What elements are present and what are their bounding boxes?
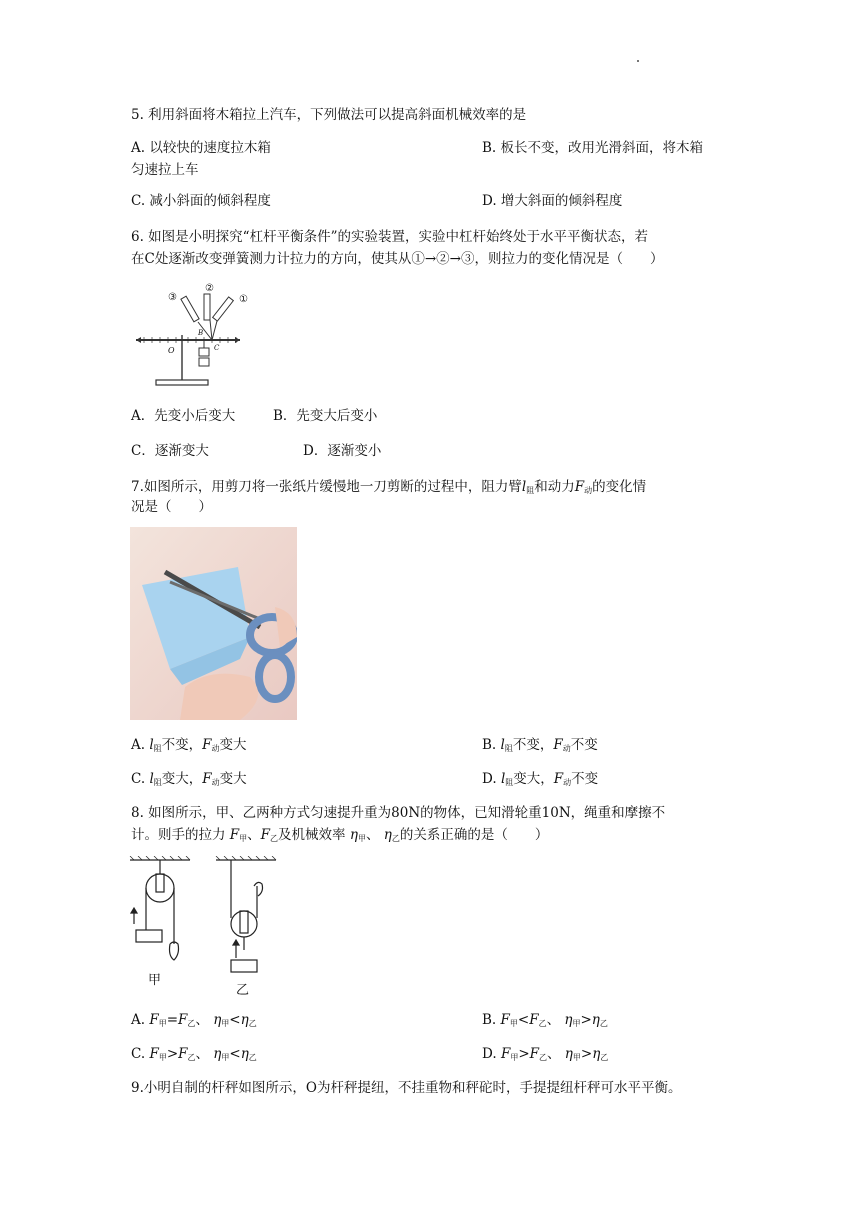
- q8-option-d: D. $F_甲>F_乙$、 $\eta_甲>\eta_乙$: [482, 1046, 609, 1062]
- q6-option-b: B．先变大后变小: [273, 408, 378, 424]
- fig-label-yi: 乙: [236, 983, 250, 996]
- q6-option-d: D．逐渐变小: [303, 443, 382, 459]
- q7-option-d: D. $l_阻$变大，$F_动$不变: [482, 771, 599, 787]
- label-1: ①: [239, 294, 248, 305]
- q8-option-c: C. $F_甲>F_乙$、 $\eta_甲<\eta_乙$: [131, 1046, 257, 1062]
- pulley-figure: [128, 856, 278, 996]
- page-mark: [637, 60, 639, 62]
- label-o: O: [168, 346, 175, 355]
- q7-option-c: C. $l_阻$变大，$F_动$变大: [131, 771, 247, 787]
- q8-stem-line1: 8. 如图所示，甲、乙两种方式匀速提升重为80N的物体，已知滑轮重10N，绳重和摩擦不: [131, 805, 666, 821]
- q5-option-c: C. 减小斜面的倾斜程度: [131, 193, 271, 209]
- q5-option-d: D. 增大斜面的倾斜程度: [482, 193, 623, 209]
- q6-stem-line1: 6. 如图是小明探究“杠杆平衡条件”的实验装置，实验中杠杆始终处于水平平衡状态，若: [131, 229, 648, 245]
- q7-stem-line1: 7.如图所示，用剪刀将一张纸片缓慢地一刀剪断的过程中，阻力臂$l_阻$和动力$F_动$的变化情: [131, 479, 647, 495]
- lever-figure: [130, 280, 265, 390]
- q6-option-c: C．逐渐变大: [131, 443, 209, 459]
- q7-option-a: A. $l_阻$不变，$F_动$变大: [131, 737, 247, 753]
- q8-option-a: A. $F_甲=F_乙$、 $\eta_甲<\eta_乙$: [131, 1012, 257, 1028]
- label-c: C: [214, 344, 220, 352]
- q6-option-a: A．先变小后变大: [131, 408, 236, 424]
- q5-option-a: A. 以较快的速度拉木箱: [131, 140, 271, 156]
- q7-stem-line2: 况是（ ）: [131, 499, 212, 515]
- q6-stem-line2: 在C处逐渐改变弹簧测力计拉力的方向，使其从①→②→③，则拉力的变化情况是（ ）: [131, 251, 664, 267]
- q8-stem-line2: 计。则手的拉力 $F_甲$、$F_乙$及机械效率 $\eta_甲$、 $\eta_乙$的关系正确的是（ ）: [131, 827, 549, 843]
- q5-option-b: B. 板长不变，改用光滑斜面，将木箱: [482, 140, 704, 156]
- q5-option-b-cont: 匀速拉上车: [131, 162, 199, 178]
- q8-option-b: B. $F_甲<F_乙$、 $\eta_甲>\eta_乙$: [482, 1012, 608, 1028]
- q7-option-b: B. $l_阻$不变，$F_动$不变: [482, 737, 598, 753]
- scissors-photo: [130, 527, 297, 720]
- label-b: B: [198, 329, 204, 337]
- fig-label-jia: 甲: [148, 973, 162, 988]
- label-3: ③: [168, 292, 177, 303]
- q9-stem: 9.小明自制的杆秤如图所示，O为杆秤提纽，不挂重物和秤砣时，手提提纽杆秤可水平平衡。: [131, 1080, 682, 1096]
- q5-stem: 5. 利用斜面将木箱拉上汽车，下列做法可以提高斜面机械效率的是: [131, 107, 527, 123]
- label-2: ②: [205, 283, 214, 294]
